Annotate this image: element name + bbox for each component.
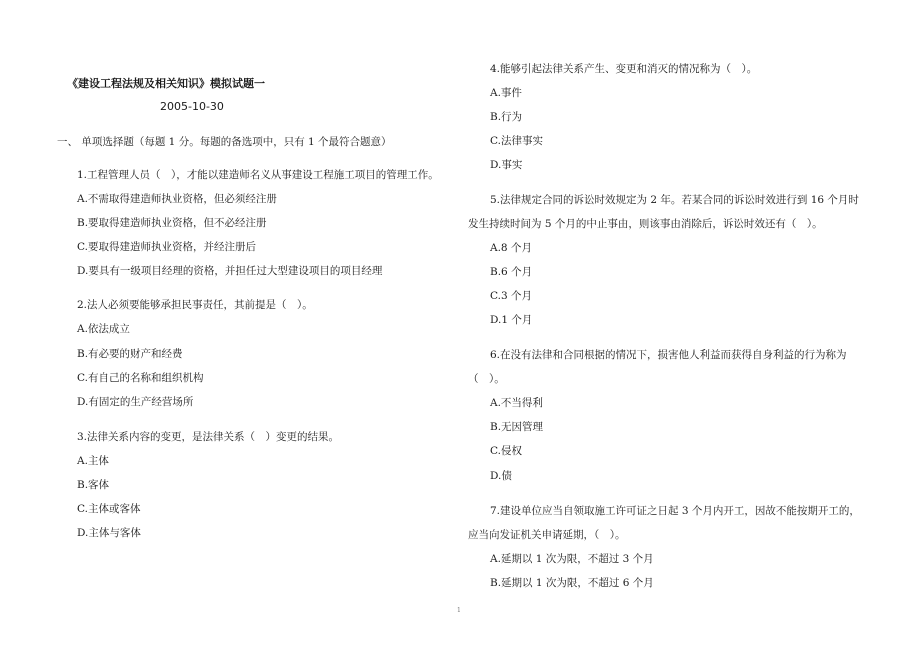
question-3-option-c: C.主体或客体 — [77, 503, 141, 515]
question-1-option-d: D.要具有一级项目经理的资格，并担任过大型建设项目的项目经理 — [77, 265, 383, 277]
question-2-option-c: C.有自己的名称和组织机构 — [77, 372, 204, 384]
question-6-stem-line-2: （ ）。 — [468, 373, 505, 385]
question-5-stem-line-2: 发生持续时间为 5 个月的中止事由，则该事由消除后，诉讼时效还有（ ）。 — [468, 218, 823, 230]
question-3-option-b: B.客体 — [77, 479, 110, 491]
document-date: 2005-10-30 — [160, 100, 224, 113]
question-1-stem: 1.工程管理人员（ ），才能以建造师名义从事建设工程施工项目的管理工作。 — [77, 169, 439, 181]
question-7-option-b: B.延期以 1 次为限，不超过 6 个月 — [490, 577, 654, 589]
document-title: 《建设工程法规及相关知识》模拟试题一 — [67, 77, 265, 90]
question-6-option-c: C.侵权 — [490, 445, 522, 457]
question-1-option-b: B.要取得建造师执业资格，但不必经注册 — [77, 217, 267, 229]
question-5-option-b: B.6 个月 — [490, 266, 533, 278]
question-7-option-a: A.延期以 1 次为限，不超过 3 个月 — [490, 553, 654, 565]
question-3-option-d: D.主体与客体 — [77, 527, 141, 539]
question-1-option-a: A.不需取得建造师执业资格，但必须经注册 — [77, 193, 277, 205]
question-4-option-a: A.事件 — [490, 87, 522, 99]
section-heading: 一、 单项选择题（每题 1 分。每题的备选项中，只有 1 个最符合题意） — [57, 136, 392, 148]
question-7-stem-line-2: 应当向发证机关申请延期，（ ）。 — [468, 529, 626, 541]
question-1-option-c: C.要取得建造师执业资格，并经注册后 — [77, 241, 256, 253]
page-number: 1 — [457, 607, 461, 614]
question-5-option-d: D.1 个月 — [490, 314, 533, 326]
question-5-option-c: C.3 个月 — [490, 290, 533, 302]
question-4-option-d: D.事实 — [490, 159, 523, 171]
question-2-option-b: B.有必要的财产和经费 — [77, 348, 183, 360]
question-2-option-d: D.有固定的生产经营场所 — [77, 396, 194, 408]
question-4-stem: 4.能够引起法律关系产生、变更和消灭的情况称为（ ）。 — [490, 63, 758, 75]
question-3-stem: 3.法律关系内容的变更，是法律关系（ ）变更的结果。 — [77, 431, 340, 443]
question-2-stem: 2.法人必须要能够承担民事责任，其前提是（ ）。 — [77, 299, 313, 311]
question-7-stem-line-1: 7.建设单位应当自领取施工许可证之日起 3 个月内开工，因故不能按期开工的， — [490, 505, 860, 517]
question-5-stem-line-1: 5.法律规定合同的诉讼时效规定为 2 年。若某合同的诉讼时效进行到 16 个月时 — [490, 194, 859, 206]
question-4-option-c: C.法律事实 — [490, 135, 543, 147]
question-6-option-a: A.不当得利 — [490, 397, 543, 409]
question-2-option-a: A.依法成立 — [77, 323, 130, 335]
question-6-stem-line-1: 6.在没有法律和合同根据的情况下，损害他人利益而获得自身利益的行为称为 — [490, 349, 847, 361]
question-6-option-d: D.债 — [490, 470, 512, 482]
question-3-option-a: A.主体 — [77, 455, 109, 467]
question-6-option-b: B.无因管理 — [490, 421, 544, 433]
question-5-option-a: A.8 个月 — [490, 242, 532, 254]
question-4-option-b: B.行为 — [490, 111, 523, 123]
